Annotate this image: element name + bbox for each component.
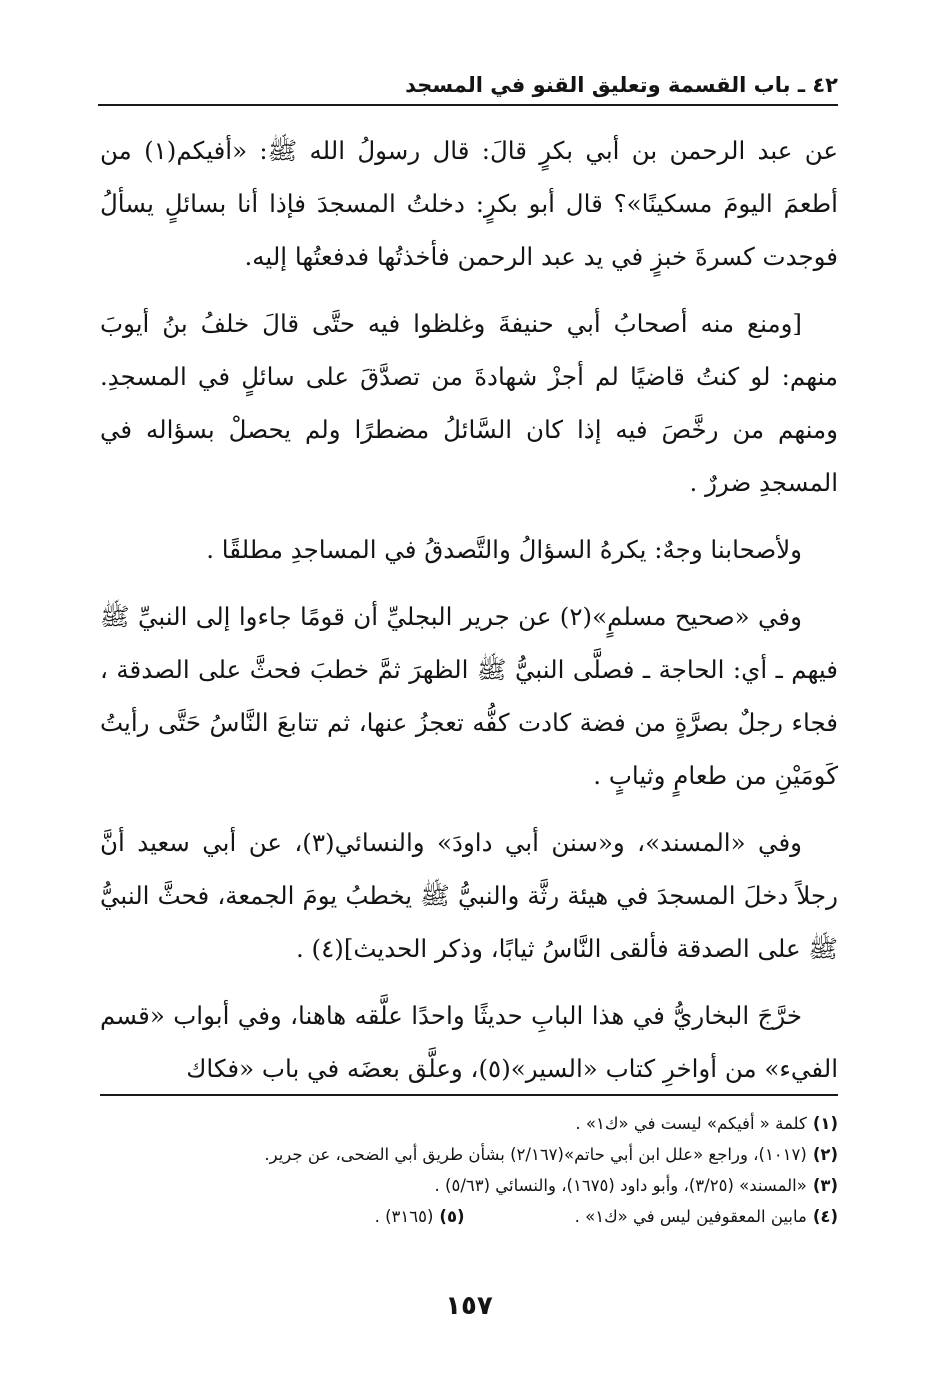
footnote bbox=[100, 1108, 838, 1139]
footnote-number: (٢) bbox=[812, 1145, 838, 1164]
page-number: ١٥٧ bbox=[445, 1291, 493, 1321]
footnotes bbox=[100, 1108, 838, 1232]
paragraph: [ومنع منه أصحابُ أبي حنيفةَ وغلظوا فيه حتَّى قالَ خلفُ بنُ أيوبَ منهم: لو كنتُ قاضيًا لم أجزْ شهادةَ من تصدَّقَ على سائلٍ في المسجدِ. ومنهم من رخَّصَ فيه إذا كان السَّائلُ مضطرًا ولم يحصلْ بسؤاله في المسجدِ ضررٌ . bbox=[100, 309, 838, 497]
footnote-text: «المسند» (٣/٢٥)، وأبو داود (١٦٧٥)، والنسائي (٥/٦٣) . bbox=[434, 1176, 807, 1195]
main-text bbox=[100, 124, 838, 1109]
paragraph: عن عبد الرحمن بن أبي بكرٍ قالَ: قال رسولُ الله ﷺ: «أفيكم(١) من أطعمَ اليومَ مسكينًا»؟ قال أبو بكرٍ: دخلتُ المسجدَ فإذا أنا بسائلٍ يسألُ فوجدت كسرةَ خبزٍ في يد عبد الرحمن فأخذتُها فدفعتُها إليه. bbox=[100, 136, 838, 271]
footnote-number: (١) bbox=[812, 1114, 838, 1133]
footnote bbox=[100, 1139, 838, 1170]
paragraph: وفي «المسند»، و«سنن أبي داودَ» والنسائي(٣)، عن أبي سعيد أنَّ رجلاً دخلَ المسجدَ في هيئة رثَّة والنبيُّ ﷺ يخطبُ يومَ الجمعة، فحثَّ النبيُّ ﷺ على الصدقة فألقى النَّاسُ ثيابًا، وذكر الحديث](٤) . bbox=[100, 828, 838, 963]
paragraph: ولأصحابنا وجهٌ: يكرهُ السؤالُ والتَّصدقُ في المساجدِ مطلقًا . bbox=[206, 535, 802, 564]
footnote-text: كلمة « أفيكم» ليست في «ك١» . bbox=[575, 1114, 807, 1133]
paragraph: وفي «صحيح مسلمٍ»(٢) عن جرير البجليِّ أن قومًا جاءوا إلى النبيِّ ﷺ فيهم ـ أي: الحاجة ـ فصلَّى النبيُّ ﷺ الظهرَ ثمَّ خطبَ فحثَّ على الصدقة ، فجاء رجلٌ بصرَّةٍ من فضة كادت كفُّه تعجزُ عنها، ثم تتابعَ النَّاسُ حَتَّى رأيتُ كَومَيْنِ من طعامٍ وثيابٍ . bbox=[100, 602, 838, 790]
footnote-text: (٣١٦٥) . bbox=[374, 1207, 434, 1226]
page-header bbox=[98, 70, 838, 106]
footnote-number: (٣) bbox=[812, 1176, 838, 1195]
chapter-title: ٤٢ ـ باب القسمة وتعليق القنو في المسجد bbox=[405, 73, 838, 97]
paragraph: خرَّجَ البخاريُّ في هذا البابِ حديثًا واحدًا علَّقه هاهنا، وفي أبواب «قسم الفيء» من أواخرِ كتاب «السير»(٥)، وعلَّق بعضَه في باب «فكاك bbox=[100, 1001, 838, 1083]
footnote-divider bbox=[100, 1094, 838, 1096]
footnote-text: (١٠١٧)، وراجع «علل ابن أبي حاتم»(٢/١٦٧) بشأن طريق أبي الضحى، عن جرير. bbox=[264, 1145, 807, 1164]
footnote bbox=[100, 1170, 838, 1201]
footnote-number: (٥) bbox=[439, 1207, 465, 1226]
footnote bbox=[100, 1201, 838, 1232]
footnote-text: مابين المعقوفين ليس في «ك١» . bbox=[574, 1207, 807, 1226]
footnote-number: (٤) bbox=[812, 1207, 838, 1226]
